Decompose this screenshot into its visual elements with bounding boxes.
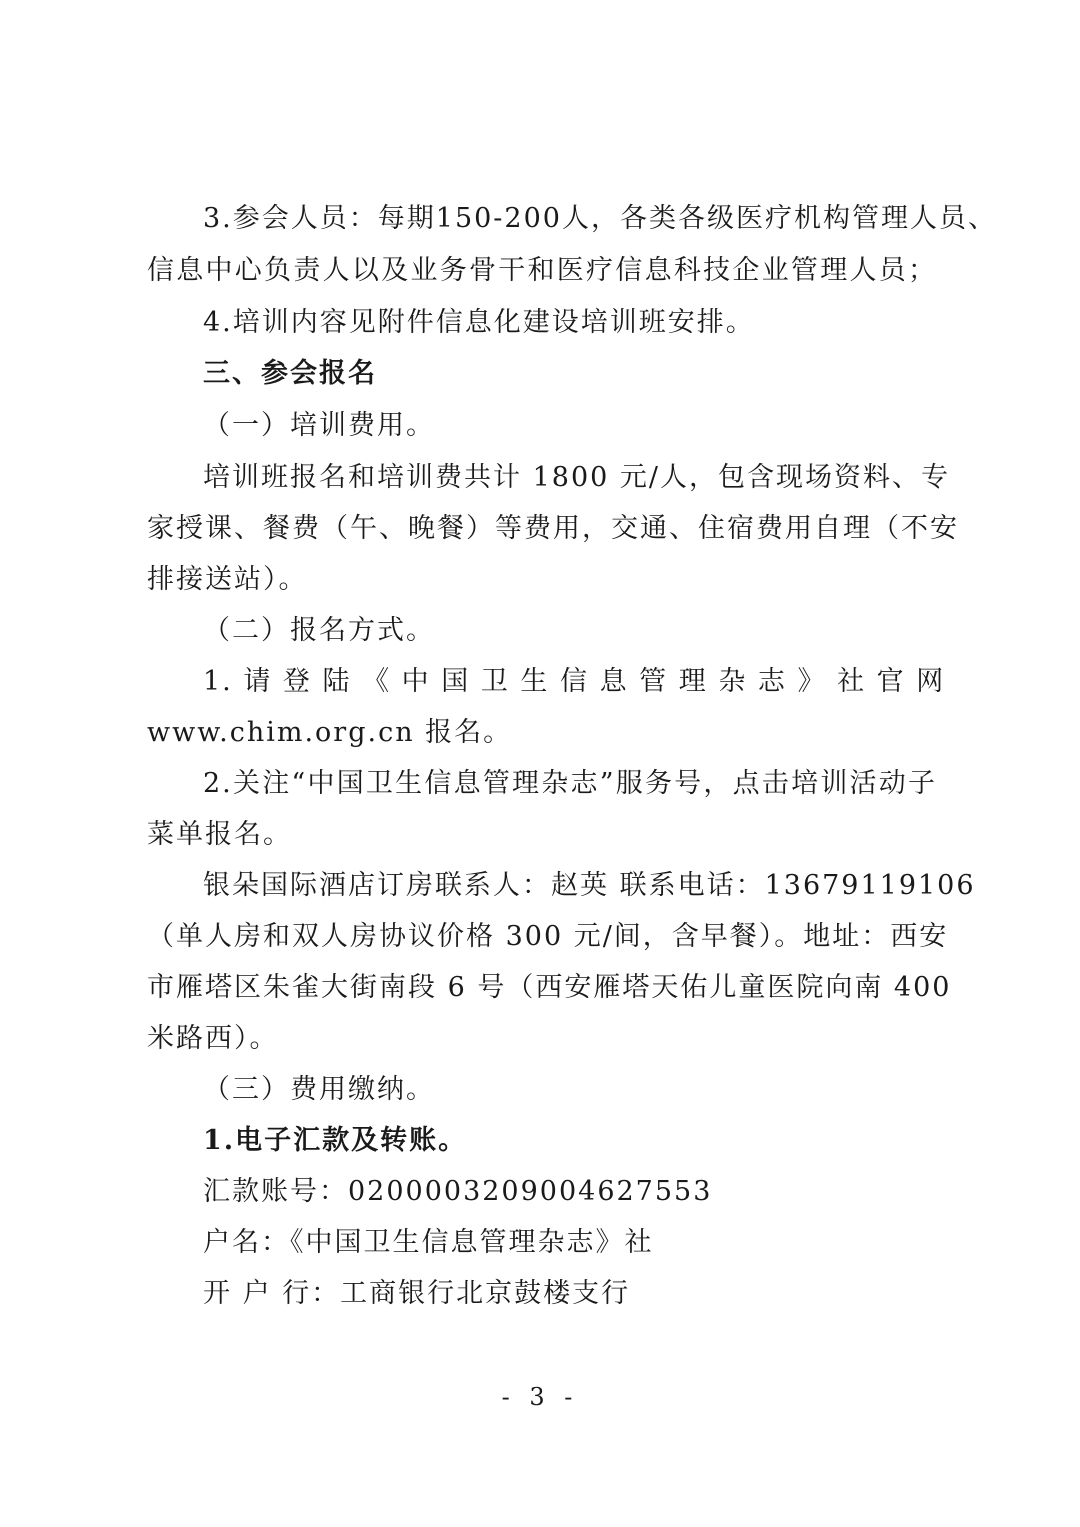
- paragraph-service-account-line-2: 菜单报名。: [147, 819, 292, 850]
- paragraph-service-account-line-1: 2.关注“中国卫生信息管理杂志”服务号，点击培训活动子: [203, 768, 937, 799]
- paragraph-website-line-1: 1. 请 登 陆 《 中 国 卫 生 信 息 管 理 杂 志 》 社 官 网: [203, 666, 946, 697]
- subheading-training-fee: （一）培训费用。: [203, 410, 435, 441]
- account-name: 户名：《中国卫生信息管理杂志》社: [203, 1227, 654, 1258]
- paragraph-fee-line-3: 排接送站）。: [147, 564, 308, 595]
- page-number: - 3 -: [501, 1383, 579, 1411]
- subheading-registration-method: （二）报名方式。: [203, 615, 435, 646]
- paragraph-training-content: 4.培训内容见附件信息化建设培训班安排。: [203, 307, 755, 338]
- bank-of-deposit: 开 户 行：工商银行北京鼓楼支行: [203, 1278, 631, 1309]
- paragraph-fee-line-1: 培训班报名和培训费共计 1800 元/人，包含现场资料、专: [203, 462, 950, 493]
- remittance-account-number: 汇款账号：0200003209004627553: [203, 1176, 713, 1207]
- subheading-fee-payment: （三）费用缴纳。: [203, 1074, 435, 1105]
- paragraph-hotel-line-4: 米路西）。: [147, 1023, 279, 1054]
- paragraph-hotel-line-3: 市雁塔区朱雀大街南段 6 号（西安雁塔天佑儿童医院向南 400: [147, 972, 952, 1003]
- paragraph-website-line-2: www.chim.org.cn 报名。: [147, 717, 513, 748]
- subheading-electronic-transfer: 1.电子汇款及转账。: [203, 1125, 468, 1156]
- section-heading-registration: 三、参会报名: [203, 358, 377, 389]
- paragraph-hotel-line-1: 银朵国际酒店订房联系人：赵英 联系电话：13679119106: [203, 870, 976, 901]
- paragraph-hotel-line-2: （单人房和双人房协议价格 300 元/间，含早餐）。地址：西安: [147, 921, 949, 952]
- paragraph-fee-line-2: 家授课、餐费（午、晚餐）等费用，交通、住宿费用自理（不安: [147, 513, 959, 544]
- paragraph-attendees-line-1: 3.参会人员：每期150-200人，各类各级医疗机构管理人员、: [203, 203, 997, 234]
- paragraph-attendees-line-2: 信息中心负责人以及业务骨干和医疗信息科技企业管理人员；: [147, 255, 937, 286]
